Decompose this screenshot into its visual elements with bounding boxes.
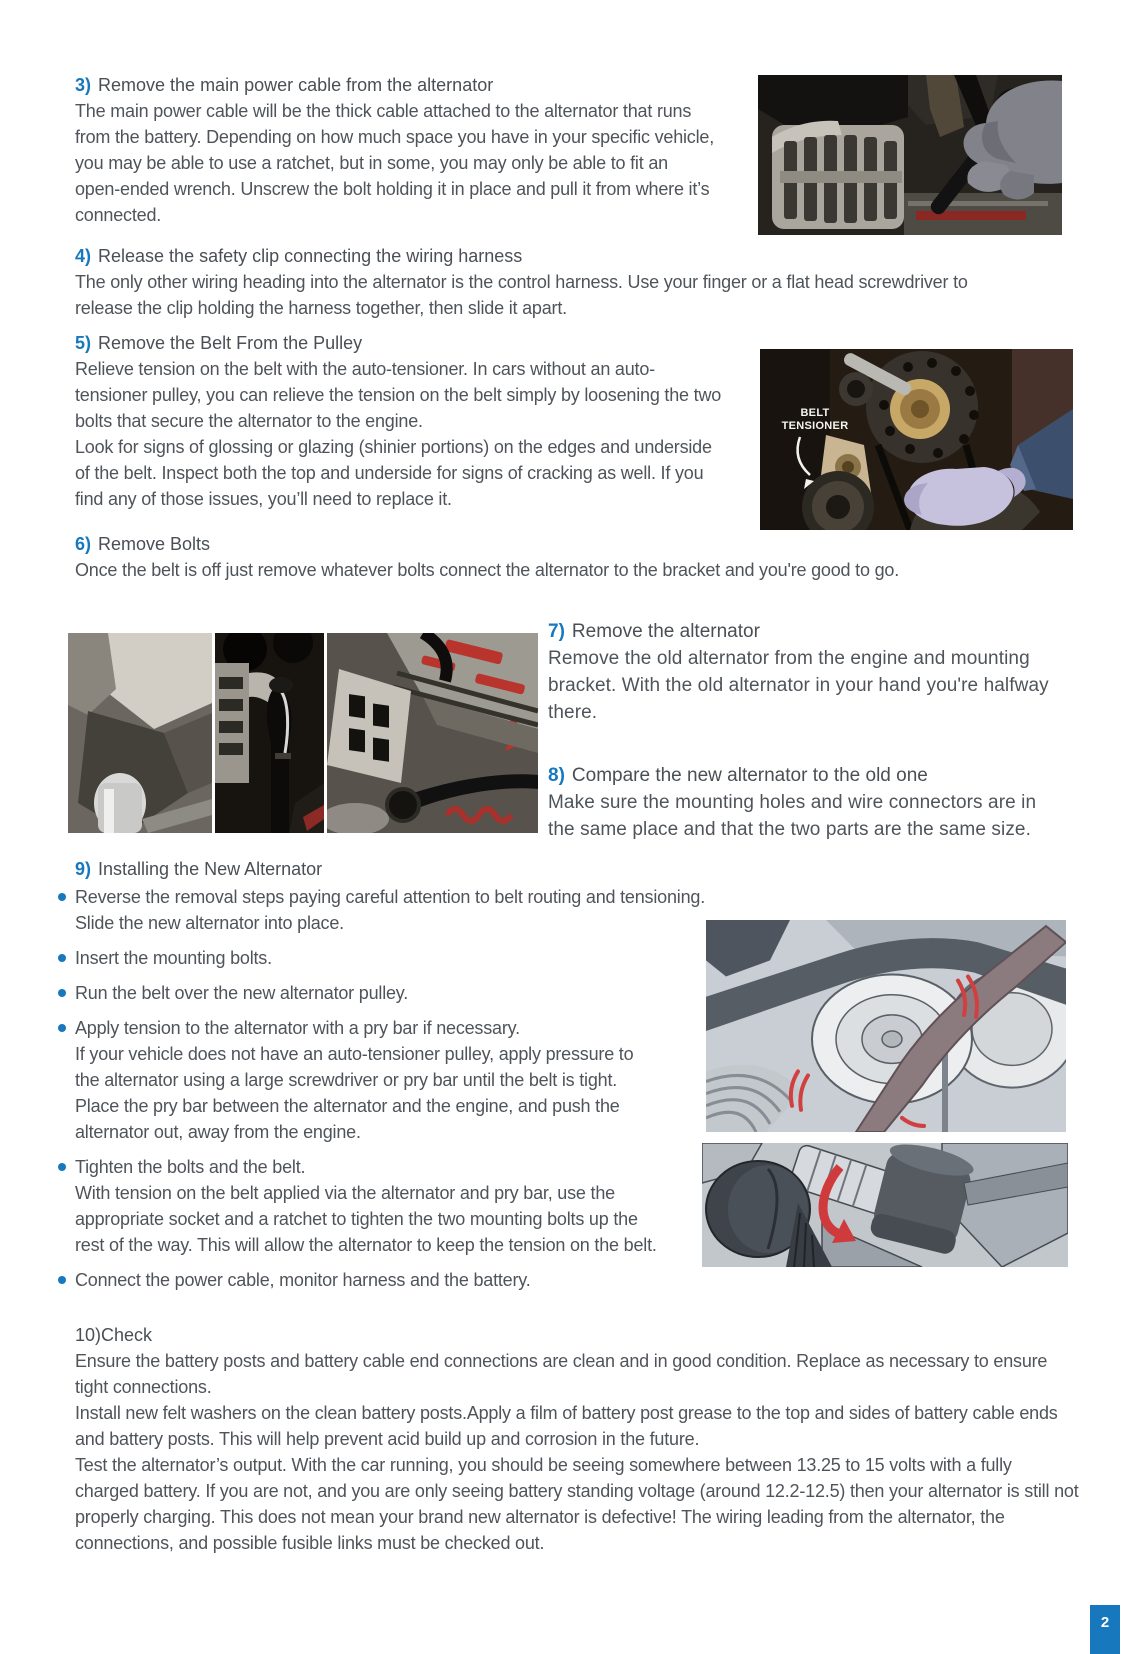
photo-remove-bolts-2	[215, 633, 324, 833]
section-8-heading	[548, 762, 1053, 789]
section-5-heading	[75, 330, 723, 356]
section-5-number: 5)	[75, 333, 92, 353]
section-3-number: 3)	[75, 75, 92, 95]
step-text: Tighten the bolts and the belt.	[75, 1157, 306, 1177]
section-5-title: Remove the Belt From the Pulley	[98, 333, 363, 353]
step-more: Slide the new alternator into place.	[75, 913, 344, 933]
section-10-paragraph-2: Install new felt washers on the clean battery posts.Apply a film of battery post grease to the top and sides of battery cable ends and battery posts. This will help prevent acid build up and corrosion in the future.	[75, 1403, 1058, 1449]
step-more: If your vehicle does not have an auto-tensioner pulley, apply pressure to the alternator using a large screwdriver or pry bar until the belt is tight. Place the pry bar between the alternator and the engine, and push the alternator out, away from the engine.	[75, 1044, 634, 1142]
section-10-paragraph-3: Test the alternator’s output. With the car running, you should be seeing somewhere between 13.25 to 15 volts with a fully charged battery. If you are not, and you are only seeing battery standing voltage (around 12.2-12.5) then your alternator is still not properly charging. This does not mean your brand new alternator is defective! The wiring leading from the alternator, the connections, and possible fusible links must be checked out.	[75, 1455, 1079, 1553]
page-number-badge	[1090, 1605, 1120, 1654]
step-text: Reverse the removal steps paying careful attention to belt routing and tensioning.	[75, 887, 705, 907]
alternator-body	[772, 121, 904, 229]
photo-remove-bolts-2-illustration	[215, 633, 324, 833]
section-5-body-1: Relieve tension on the belt with the auto-tensioner. In cars without an auto-tensioner pulley, you can relieve the tension on the belt simply by loosening the two bolts that secure the alternator to the engine.	[75, 359, 722, 431]
photo-remove-power-cable-illustration	[758, 75, 1062, 235]
section-7-number: 7)	[548, 621, 565, 642]
section-4-heading	[75, 243, 1025, 269]
photo-remove-power-cable	[758, 75, 1062, 235]
section-8-body: Make sure the mounting holes and wire connectors are in the same place and that the two parts are the same size.	[548, 792, 1037, 840]
step-text: Insert the mounting bolts.	[75, 948, 272, 968]
belt-tensioner-label-line1: BELT	[800, 407, 830, 419]
list-item	[58, 1267, 758, 1293]
section-8-title: Compare the new alternator to the old one	[571, 765, 928, 786]
section-9-title: Installing the New Alternator	[98, 859, 323, 879]
page-number: 2	[1100, 1614, 1110, 1631]
section-7-body: Remove the old alternator from the engine and mounting bracket. With the old alternator in your hand you're halfway there.	[548, 648, 1049, 723]
step-text: Apply tension to the alternator with a pry bar if necessary.	[75, 1018, 520, 1038]
section-10-paragraph-1: Ensure the battery posts and battery cable end connections are clean and in good condition. Replace as necessary to ensure tight connections.	[75, 1351, 1048, 1397]
step-more: With tension on the belt applied via the alternator and pry bar, use the appropriate socket and a ratchet to tighten the two mounting bolts up the rest of the way. This will allow the alternator to keep the tension on the belt.	[75, 1183, 657, 1255]
section-3-body: The main power cable will be the thick cable attached to the alternator that runs from the battery. Depending on how much space you have in your specific vehicle, you may be able to use a ratchet, but in some, you may only be able to fit an open-ended wrench. Unscrew the bolt holding it in place and pull it from where it’s connected.	[75, 101, 715, 225]
belt-tensioner-label-line2: TENSIONER	[781, 420, 849, 432]
bullet-icon	[58, 1024, 66, 1032]
install-steps-list	[58, 884, 758, 1302]
section-10	[75, 1322, 1080, 1556]
socket-tool	[94, 773, 146, 833]
section-7-title: Remove the alternator	[571, 621, 760, 642]
section-9-heading	[75, 856, 735, 882]
section-6-number: 6)	[75, 534, 92, 554]
section-3-heading	[75, 72, 715, 98]
belt-tensioner-label	[770, 407, 860, 433]
section-8-number: 8)	[548, 765, 565, 786]
section-9-number: 9)	[75, 859, 92, 879]
section-6	[75, 531, 1080, 583]
bullet-icon	[58, 989, 66, 997]
step-text: Run the belt over the new alternator pulley.	[75, 983, 409, 1003]
list-item	[58, 1015, 758, 1145]
photo-remove-bolts-1	[68, 633, 212, 833]
bullet-icon	[58, 954, 66, 962]
section-7-heading	[548, 618, 1053, 645]
illustration-tighten-bolts	[702, 1143, 1068, 1267]
section-3	[75, 72, 715, 228]
list-item	[58, 980, 758, 1006]
photo-remove-bolts-3	[327, 633, 538, 833]
section-5-body-2: Look for signs of glossing or glazing (shinier portions) on the edges and underside of the belt. Inspect both the top and underside for signs of cracking as well. If you find any of those issues, you’ll need to replace it.	[75, 437, 712, 509]
bullet-icon	[58, 893, 66, 901]
photo-remove-bolts-3-illustration	[327, 633, 538, 833]
section-4-number: 4)	[75, 246, 92, 266]
bullet-icon	[58, 1163, 66, 1171]
section-3-title: Remove the main power cable from the alternator	[98, 75, 494, 95]
illustration-pry-bar-tension	[706, 920, 1066, 1132]
bullet-icon	[58, 1276, 66, 1284]
photo-belt-tensioner	[760, 349, 1073, 530]
section-4-title: Release the safety clip connecting the wiring harness	[98, 246, 523, 266]
section-9	[75, 856, 735, 882]
section-10-heading: 10)Check	[75, 1325, 153, 1345]
illustration-pry-bar-tension-drawing	[706, 920, 1066, 1132]
section-5	[75, 330, 723, 512]
list-item	[58, 1154, 758, 1258]
section-6-body: Once the belt is off just remove whatever bolts connect the alternator to the bracket and you're good to go.	[75, 560, 900, 580]
illustration-tighten-bolts-drawing	[702, 1143, 1068, 1267]
photo-remove-bolts-1-illustration	[68, 633, 212, 833]
list-item	[58, 945, 758, 971]
section-6-title: Remove Bolts	[98, 534, 211, 554]
section-4	[75, 243, 1025, 321]
step-text: Connect the power cable, monitor harness and the battery.	[75, 1270, 531, 1290]
section-4-body: The only other wiring heading into the alternator is the control harness. Use your finger or a flat head screwdriver to release the clip holding the harness together, then slide it apart.	[75, 272, 968, 318]
list-item	[58, 884, 758, 936]
section-7-8-column	[548, 618, 1053, 843]
section-6-heading	[75, 531, 1080, 557]
photo-belt-tensioner-illustration	[760, 349, 1073, 530]
